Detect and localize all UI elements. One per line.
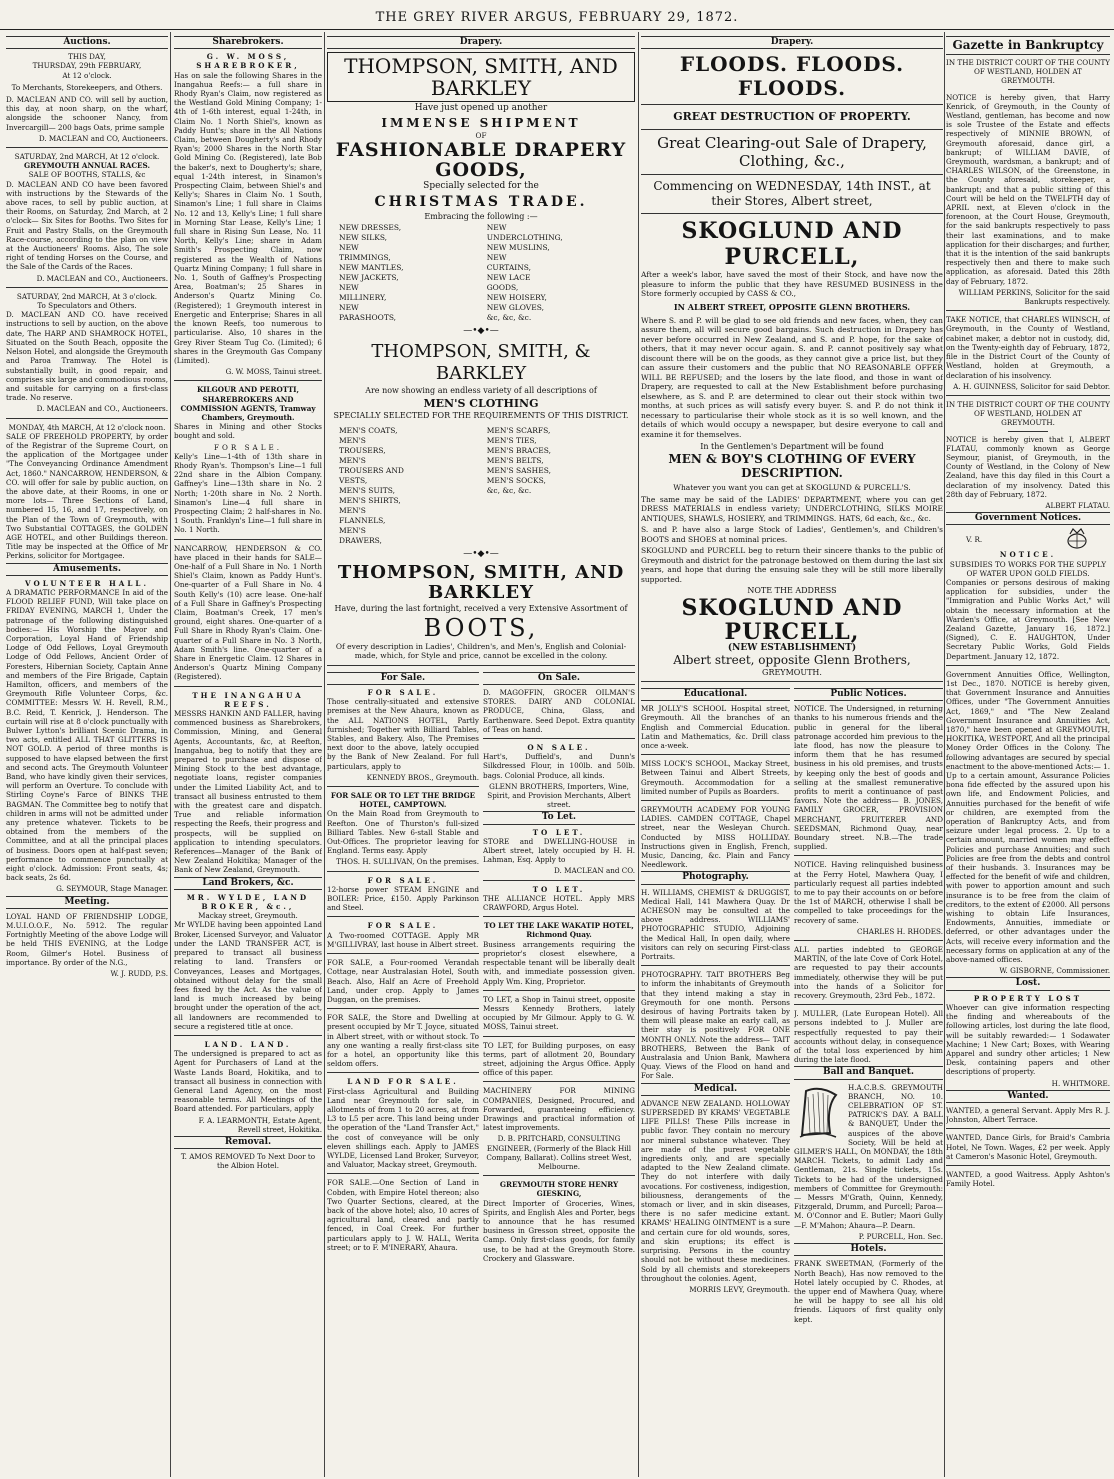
ad-body: The undersigned is prepared to act as Agent for Purchasers of Land at the Waste Lands Board, Hokitika, and to transact all business in connection with General Land Agency, on the most reasonable terms. All Meetings of the Board attended. For particulars, apply xyxy=(174,1049,322,1114)
section-heading-lost: Lost. xyxy=(946,977,1110,990)
ad-body: FOR SALE, a Four-roomed Verandah Cottage, near Australasian Hotel, South Beach. Also, Half an Acre of Freehold Land, under crop. Apply to James Duggan, on the premises. xyxy=(327,958,479,1004)
court-heading: IN THE DISTRICT COURT OF THE COUNTY OF WESTLAND, HOLDEN AT GREYMOUTH. xyxy=(946,58,1110,86)
ad-headline: MEN'S CLOTHING xyxy=(423,396,539,410)
notice-body: TAKE NOTICE, that CHARLES WIINSCH, of Greymouth, in the County of Westland, cabinet maker, a debtor not in custody, did, on the Twenty-eighth day of February, 1872, file in the District Court of the County of Westland, holden at Greymouth, a declaration of his insolvency. xyxy=(946,315,1110,380)
list-item: MEN'S SCARFS, xyxy=(486,425,551,435)
column-rule xyxy=(170,32,171,1477)
ad-address: Albert street, opposite Glenn Brothers, xyxy=(673,652,911,667)
section-heading-ball-and-banquet: Ball and Banquet. xyxy=(794,1066,943,1079)
ad-subheading: (NEW ESTABLISHMENT) xyxy=(727,642,857,653)
divider xyxy=(327,1173,479,1174)
wanted-ad: WANTED, a good Waitress. Apply Ashton's Family Hotel. xyxy=(946,1169,1110,1189)
ad-body: H. WILLIAMS, CHEMIST & DRUGGIST, Medical Hall, 141 Mawhera Quay. Dr ACHESON may be consulted at the above address. WILLIAMS' PHOTOGRAPHIC STUDIO, Adjoining the Medical Hall, In open daily, where visitors can rely on securing First-class Portraits. xyxy=(641,887,790,961)
ad-body: FRANK SWEETMAN, (Formerly of the North Beach), Has now removed to the Hotel lately occupied by C. Rhodes, at the upper end of Mawhera Quay, where he will be happy to see all his old friends. Liquors of first quality only kept. xyxy=(794,1259,943,1324)
ad-title: FOR SALE OR TO LET THE BRIDGE HOTEL, CAMPTOWN. xyxy=(330,791,476,810)
notice-body: Companies or persons desirous of making application for subsidies, under the "Immigration and Public Works Act," will obtain the necessary information at the Warden's Office, at Greymouth. [See New Zealand Gazette, January 16, 1872.] (Signed), C. E. HAUGHTON, Under Secretary Public Works, Gold Fields Department. January 12, 1872. xyxy=(946,577,1110,661)
auction-body: SALE OF FREEHOLD PROPERTY, by order of the Registrar of the Supreme Court, on the application of the Mortgagee under "The Conveyancing Ordinance Amendment Act, 1860." NANCARROW, HENDERSON, & CO. will offer for sale by public auction, on the above date, at their Rooms, in one or more lots— Three Sections of Land, numbered 15, 16, and 17, respectively, on the Plan of the Town of Greymouth, with Two Substantial COTTAGES, the GOLDEN AGE HOTEL, and other Buildings thereon. Title may be inspected at the Office of Mr Perkins, solicitor for Mortgagee. xyxy=(6,431,168,561)
ad-body: Has on sale the following Shares in the Inangahua Reefs:— a full share in Rhody Ryan's Claim, now registered as the Westland Gold Mining Company; 1-4th of 1-6th interest, equal 1-24th, in Claim No. 1 North Shiel's, known as Paddy Hunt's; share in the All Nations Claim, between Dougherty's and Rhody Ryan's; 2000 Shares in the North Star Gold Mining Co. (Registered), late Bob the baker's, next to Dougherty's; share, equal 1-24th interest, in Sinamon's Prospecting Claim, between Shiel's and Kelly's; Shares in Claim No. 1 South, Sinamon's Line; 1 full share in Claims No. 12 and 13, Kelly's Line; 1 full share in Morning Star Lease, Kelly's Line; 1 full share in Rising Sun Lease, No. 11 North, Kelly's Line; share in Adam Smith's Prospecting Claim, now registered as the Wealth of Nations Quartz Mining Company; 1 full share in No. 1, South of Gaffney's Prospecting Area, Boatman's; 25 Shares in Anderson's Quartz Mining Co. (Registered); 1 Greymouth interest in Energetic and Enterprise; Shares in all the known Reefs, too numerous to particularise. Also, 10 shares in the Grey River Steam Tug Co. (Limited); 6 shares in the Greymouth Gas Company (Limited). xyxy=(174,70,322,365)
auction-title: GREYMOUTH ANNUAL RACES. xyxy=(24,161,150,171)
section-heading-sharebrokers: Sharebrokers. xyxy=(174,36,322,49)
ad-headline: FASHIONABLE DRAPERY GOODS, xyxy=(335,139,627,182)
royal-crest-icon xyxy=(1064,528,1090,550)
auction-day: THURSDAY, 29th FEBRUARY, xyxy=(32,61,142,71)
ad-body: Business arrangements requiring the proprietor's closest elsewhere, a respectable tenant will be liberally dealt with, and immediate possession given. Apply Wm. King, Proprietor. xyxy=(483,939,635,986)
ad-body: FOR SALE, the Store and Dwelling at present occupied by Mr T. Joyce, situated in Albert street, with or without stock. To any one wanting a really first-class site for a hotel, an opportunity like this seldom offers. xyxy=(327,1013,479,1069)
section-heading-drapery: Drapery. xyxy=(327,36,635,49)
list-item: MEN'S DRAWERS, xyxy=(339,525,382,545)
divider xyxy=(483,916,635,917)
divider xyxy=(483,1081,635,1082)
wanted-ad: WANTED, a general Servant. Apply Mrs R. J. Johnston, Albert Terrace. xyxy=(946,1105,1110,1125)
list-item: NEW HOISERY, xyxy=(486,293,547,303)
ad-title: TO LET THE LAKE WAKATIP HOTEL, Richmond Quay. xyxy=(484,921,634,940)
ad-signature: KENNEDY BROS., Greymouth. xyxy=(366,772,479,782)
ad-title: G. W. MOSS, SHAREBROKER, xyxy=(196,52,300,71)
ad-body: T. AMOS REMOVED To Next Door to the Albion Hotel. xyxy=(180,1152,316,1171)
ornament-divider-icon: —•◆•— xyxy=(463,326,499,337)
ad-body: MACHINERY FOR MINING COMPANIES, Designed, Procured, and Forwarded, guaranteeing efficiency. Drawings and practical information of latest improvements. xyxy=(483,1086,635,1133)
divider xyxy=(327,665,635,666)
ad-body: Hart's, Duffield's, and Dunn's Silkdressed Flour, in 100lb. and 50lb. bags. Colonial Produce, all kinds. xyxy=(483,752,635,780)
list-item: NEW JACKETS, xyxy=(339,273,399,283)
ad-text: Whatever you want you can get at SKOGLUND & PURCELL'S. xyxy=(673,482,911,492)
divider xyxy=(946,395,1110,396)
meeting-body: LOYAL HAND OF FRIENDSHIP LODGE, M.U.I.O.O.F., No. 5912. The regular Fortnightly Meeting of the above Lodge will be held THIS EVENING, at the Lodge Room, Gilmer's Hotel. Business of importance. By order of the N.G., xyxy=(6,911,168,967)
auction-subtitle: SALE OF BOOTHS, STALLS, &c xyxy=(28,170,146,180)
list-item: NEW DRESSES, xyxy=(339,223,402,233)
section-heading-for-sale: For Sale. xyxy=(327,672,479,685)
ad-body: Kelly's Line—1-4th of 13th share in Rhody Ryan's. Thompson's Line—1 full 22nd share in the Albion Company. Gaffney's Line—13th share in No. 2 North; 1-20th share in No. 2 North. Sinamon's Line—4 full share in Prospecting Claim; 2 half-shares in No. 1 South. Franklyn's Line—1 full share in No. 1 North. xyxy=(174,451,322,535)
item-list-left xyxy=(339,223,475,323)
ad-headline: Commencing on WEDNESDAY, 14th INST., at their Stores, Albert street, xyxy=(653,179,931,209)
divider xyxy=(6,287,168,288)
column-auctions xyxy=(6,34,168,1474)
meeting-signature: W. J. RUDD, P.S. xyxy=(110,969,168,979)
ad-body: First-class Agricultural and Building Land near Greymouth for sale, in allotments of from 1 to 20 acres, at from L3 to L5 per acre. This land being under the operation of the "Land Transfer Act," the cost of conveyance will be only eleven shillings each. Apply to JAMES WYLDE, Licensed Land Broker, Surveyor, and Valuator, Mackay street, Greymouth. xyxy=(327,1086,479,1170)
list-item: MEN'S SHIRTS, xyxy=(339,495,401,505)
item-list xyxy=(327,426,635,546)
ad-text: In the Gentlemen's Department will be found xyxy=(700,442,884,452)
list-item: MEN'S FLANNELS, xyxy=(339,505,386,525)
divider xyxy=(641,965,790,966)
ad-signature: CHARLES H. RHODES. xyxy=(857,926,943,936)
list-item: &c, &c, &c. xyxy=(486,485,532,495)
divider xyxy=(641,104,943,105)
divider xyxy=(641,754,790,755)
ad-text: SPECIALLY SELECTED FOR THE REQUIREMENTS OF THIS DISTRICT. xyxy=(333,410,629,420)
harp-icon xyxy=(796,1085,842,1139)
list-item: NEW MUSLINS, xyxy=(486,243,550,253)
list-item: NEW GLOVES, xyxy=(486,303,544,313)
divider xyxy=(327,1072,479,1073)
ad-body: Direct Importer of Groceries, Wines, Spirits, and English Ales and Porter, begs to announce that he has resumed business in Gresson street, opposite the Camp. Only first-class goods, for family use, to be had at the Greymouth Store. Crockery and Glassware. xyxy=(483,1198,635,1263)
ad-headline: THOMPSON, SMITH, & BARKLEY xyxy=(371,340,591,384)
divider xyxy=(174,1035,322,1036)
auction-date: SATURDAY, 2nd MARCH, At 12 o'clock. xyxy=(14,152,160,162)
ad-body: A Two-roomed COTTAGE. Apply MR M'GILLIVRAY, last house in Albert street. xyxy=(327,930,479,949)
auction-signature: D. MACLEAN and CO., Auctioneers. xyxy=(36,273,168,283)
list-item: MEN'S TROUSERS AND VESTS, xyxy=(339,455,404,485)
column-drapery-thompson xyxy=(327,34,635,1474)
divider xyxy=(641,681,943,682)
court-heading: IN THE DISTRICT COURT OF THE COUNTY OF WESTLAND, HOLDEN AT GREYMOUTH. xyxy=(946,399,1110,428)
classified-left xyxy=(641,686,790,1326)
ad-signature: THOS. H. SULLIVAN, On the premises. xyxy=(336,857,479,867)
item-list-right xyxy=(487,426,623,546)
ad-title: LAND FOR SALE. xyxy=(347,1077,459,1087)
notice-body: NOTICE is hereby given, that Harry Kenrick, of Greymouth, in the County of Westland, gentleman, has become and now is sole Trustee of the Estate and effects respectively of MINNIE BROWN, of Greymouth aforesaid, dance girl, a bankrupt; of WILLIAM DAVIE, of Greymouth, wardsman, a bankrupt; and of CHARLES WILSON, of the Greenstone, in the County aforesaid, storekeeper, a bankrupt; and that a public sitting of this Court will be held on the TWELFTH day of APRIL next, at Eleven o'clock in the forenoon, at the Court House, Greymouth, for the said bankrupts respectively to pass their last examinations, and to make application for their discharges; and further, that it is the intention of the said bankrupts respectively then and there to make such application, as aforesaid. Dated this 28th day of February, 1872. xyxy=(946,92,1110,286)
ad-body: THE ALLIANCE HOTEL. Apply MRS CRAWFORD, Argus Hotel. xyxy=(483,893,635,913)
divider xyxy=(794,855,943,856)
ad-signature: P. PURCELL, Hon. Sec. xyxy=(858,1231,943,1241)
auction-body: D. MACLEAN AND CO. have received instructions to sell by auction, on the above date, The HARP AND SHAMROCK HOTEL, Situated on the South Beach, opposite the Nelson Hotel, and alongside the Greymouth and Paroa Tramway. The Hotel is substantially built, in good repair, and comprises six large and commodious rooms, and suitable for carrying on a first-class trade. No reserve. xyxy=(6,310,168,403)
ad-text: Embracing the following :— xyxy=(424,212,538,222)
ad-body: NANCARROW, HENDERSON & CO. have placed in their hands for SALE— One-half of a Full Share in No. 1 North Shiel's Claim, known as Paddy Hunt's. One-quarter of a Full Share in No. 4 South Kelly's (10) acre lease. One-half of a Full Share in Gaffney's Prospecting Claim, Boatman's Creek, 17 men's ground, eight shares. One-quarter of a Full Share in Rhody Ryan's Claim. One-quarter of a Full Share in No. 3 North, Adam Smith's line. One-quarter of a Share in Energetic Claim. 12 Shares in Anderson's Quartz Mining Company (Registered). xyxy=(174,543,322,682)
notice-signature: A. H. GUINNESS, Solicitor for said Debtor. xyxy=(953,381,1110,391)
column-gazette xyxy=(946,34,1110,1474)
ad-title: THE INANGAHUA REEFS. xyxy=(192,690,304,709)
section-heading-photography: Photography. xyxy=(641,871,790,884)
ad-body: MISS LOCK'S SCHOOL, Mackay Street, Between Tainui and Albert Streets, Greymouth. Accommodation for a limited number of Pupils as Boarders. xyxy=(641,759,790,796)
divider xyxy=(174,539,322,540)
divider xyxy=(483,880,635,881)
ad-text: OF xyxy=(475,131,487,141)
divider xyxy=(1008,89,1048,90)
ad-headline: SKOGLUND AND PURCELL, xyxy=(681,594,903,645)
list-item: NEW LACE GOODS, xyxy=(486,273,531,293)
ad-body: NOTICE. Having relinquished business at the Ferry Hotel, Mawhera Quay, I particularly request all parties indebted to me to pay their accounts on or before the 1st of MARCH, otherwise I shall be compelled to take proceedings for the recovery of same. xyxy=(794,860,943,925)
divider xyxy=(483,1036,635,1037)
ad-title: FOR SALE. xyxy=(367,875,439,885)
ad-body: FOR SALE.—One Section of Land in Cobden, with Empire Hotel thereon; also Two Quarter Sections, cleared, at the back of the above hotel; also, 10 acres of agricultural land, cleared and partly fenced, in Coal Creek. For further particulars apply to J. W. HALL, Werita street; or to F. M'INERARY, Ahaura. xyxy=(327,1178,479,1252)
ad-signature: MORRIS LEVY, Greymouth. xyxy=(689,1284,790,1294)
ornament-divider-icon: —•◆•— xyxy=(463,548,499,559)
section-heading-meeting: Meeting. xyxy=(6,896,168,909)
ad-title: LAND. LAND. xyxy=(204,1039,292,1049)
list-item: MEN'S TROUSERS, xyxy=(339,435,386,455)
section-heading-hotels: Hotels. xyxy=(794,1243,943,1256)
ad-text: Of every description in Ladies', Children's, and Men's, English and Colonial-made, which, for Style and price, cannot be excelled in the colony. xyxy=(335,641,627,661)
divider xyxy=(641,129,943,130)
ad-text: Have, during the last fortnight, received a very Extensive Assortment of xyxy=(334,603,628,613)
section-heading-land-brokers: Land Brokers, &c. xyxy=(174,877,322,890)
section-heading-auctions: Auctions. xyxy=(6,36,168,49)
section-heading-gazette: Gazette in Bankruptcy xyxy=(946,36,1110,55)
notice-body: Government Annuities Office, Wellington, 1st Dec., 1870. NOTICE is hereby given, that Government Insurance and Annuities Offices, under "The Government Annuities Act, 1869," and "The New Zealand Government Insurance and Annuities Act, 1870," have been opened at GREYMOUTH, HOKITIKA, WESTPORT, And all the principal Money Order Offices in the Colony. The following advantages are secured by special enactment to the above-mentioned Acts:— 1. Up to a certain amount, Assurance Policies bona fide effected by the assured upon his own life, and Endowment Policies, and Annuities purchased for the benefit of wife or children, are exempted from the operation of Bankruptcy Acts, and from seizure under legal process. 2. Up to a certain amount, married women may effect Policies and purchase Annuities; and such Policies are free from the debts and control of their husbands. 3. Insurances may be effected for the benefit of wife and children, with power to apportion amount and such insurance is to be free from the claim of creditors, to the extent of £2000. All persons wishing to obtain Life Insurances, Endowments, Annuities, immediate or deferred, or other advantages under the Acts, will receive every information and the necessary forms on application at any of the above-named offices. xyxy=(946,669,1110,965)
auction-body: D. MACLEAN AND CO have been favored with instructions by the Stewards of the above races, to sell by public auction, at their Rooms, on Saturday, 2nd March, at 2 o'clock— Six Sites for Booths. Two Sites for Fruit and Pastry Stalls, on the Greymouth Race-course, according to the plan on view at the Auctioneers' Rooms. Also, The sole right of tending Horses on the Course, and the Sale of the Cards of the Races. xyxy=(6,179,168,272)
item-list-right xyxy=(487,223,623,323)
divider xyxy=(327,1008,479,1009)
notice-body: NOTICE is hereby given that I, ALBERT FLATAU, commonly known as George Seymour, pianist, of Greymouth, in the County of Westland, in the Colony of New Zealand, have this day filed in this Court a declaration of my insolvency. Dated this 28th day of February, 1872. xyxy=(946,434,1110,499)
classified-right xyxy=(794,686,943,1326)
ad-body: Shares in Mining and other Stocks bought and sold. xyxy=(174,422,322,441)
divider xyxy=(174,686,322,687)
section-heading-drapery: Drapery. xyxy=(641,36,943,49)
amusement-body: A DRAMATIC PERFORMANCE In aid of the FLOOD RELIEF FUND, Will take place on FRIDAY EVENING, MARCH 1, Under the patronage of the following distinguished bodies:— His Worship the Mayor and Corporation, Loyal Hand of Friendship Lodge of Odd Fellows, Loyal Greymouth Lodge of Odd Fellows, Ancient Order of Foresters, Hibernian Society, Captain Anne and members of the Fire Brigade, Captain Hamilton, officers, and members of the Greymouth Rifle Volunteer Corps, &c. COMMITTEE: Messrs W. H. Revell, R.M., B.C. Reid, T. Kenrick, J. Henderson. The curtain will rise at 8 o'clock punctually with Bulwer Lytton's brilliant Scenic Drama, in two acts, entitled ALL THAT GLITTERS IS NOT GOLD. A period of three months is supposed to have elapsed between the first and second acts. The Greymouth Volunteer Band, who have kindly given their services, will perform an Overture. To conclude with Stirling Coyne's Farce of BINKS THE BAGMAN. The Committee beg to notify that children in arms will not be admitted under any pretence whatever. Tickets to be obtained from the members of the Committee, and at all the principal places of business. Doors open at half-past seven; performance to commence punctually at eight o'clock. Admission: Front seats, 4s; back seats, 2s 6d. xyxy=(6,587,168,883)
masthead: THE GREY RIVER ARGUS, FEBRUARY 29, 1872. xyxy=(0,0,1114,30)
ad-subtitle: FOR SALE. xyxy=(214,442,282,452)
ad-headline: CHRISTMAS TRADE. xyxy=(374,194,588,211)
ad-title: ON SALE. xyxy=(527,743,591,753)
column-rule xyxy=(638,32,639,1477)
ad-body: MESSRS HANKIN AND FALLER, having commenced business as Sharebrokers, Commission, Mining, and General Agents, Accountants, &c, at Reefton, Inangahua, beg to notify that they are prepared to purchase and dispose of Mining Stock to the best advantage, negotiate loans, register companies under the Limited Liability Act, and to transact all business entrusted to them with the greatest care and dispatch. True and reliable information respecting the Reefs, their progress and prospects, will be supplied on application to intending speculators. References—Manager of the Bank of New Zealand Hokitika; Manager of the Bank of New Zealand, Greymouth. xyxy=(174,709,322,875)
auction-signature: D. MACLEAN and CO., Auctioneers. xyxy=(36,404,168,414)
auction-signature: D. MACLEAN and CO, Auctioneers. xyxy=(38,133,168,143)
ad-headline: BOOTS, xyxy=(423,613,539,642)
ad-text: Have just opened up another xyxy=(414,103,548,114)
ad-body: The same may be said of the LADIES' DEPARTMENT, where you can get DRESS MATERIALS in endless variety; UNDERCLOTHING, SILKS MOIRE ANTIQUES, SHAWLS, HOSIERY, and TRIMMINGS. HATS, 6d each, &c., &c. xyxy=(641,494,943,523)
ad-signature: GLENN BROTHERS, Importers, Wine, Spirit, and Provision Merchants, Albert street. xyxy=(487,781,631,810)
notice-title: NOTICE. xyxy=(999,550,1057,560)
divider xyxy=(327,786,479,787)
divider xyxy=(641,213,943,214)
ad-headline: Great Clearing-out Sale of Drapery, Clothing, &c., xyxy=(657,134,927,171)
divider xyxy=(327,953,479,954)
ad-body: S. and P. have also a large Stock of Ladies', Gentlemen's, and Children's BOOTS and SHOES at nominal prices. xyxy=(641,525,943,544)
divider xyxy=(174,380,322,381)
list-item: MEN'S SUITS, xyxy=(339,485,395,495)
list-item: MEN'S SOCKS, xyxy=(486,475,546,485)
section-heading-public-notices: Public Notices. xyxy=(794,688,943,701)
ad-title: TO LET. xyxy=(532,827,586,837)
ad-title: KILGOUR AND PEROTTI, SHAREBROKERS AND COMMISSION AGENTS, Tramway Chambers, Greymouth. xyxy=(180,385,316,422)
list-item: NEW UNDERCLOTHING, xyxy=(486,223,563,243)
ad-body: Where S. and P. will be glad to see old friends and new faces, when, they can assure them, all will secure good bargains. Such destruction in Drapery has never before occurred in New Zealand, and S. and P. hope, for the sake of others, that it may never occur again. S. and P. cannot positively say what discount there will be on the goods, as they cannot give a price list, but they can assure their customers and the public that NO REASONABLE OFFER WILL BE REFUSED; and the losers by the late flood, and those in want of Drapery, are requested to call at the New Establishment before purchasing elsewhere, as S. and P. are determined to clear out their stock within two months, at such prices as will satisfy every buyer. S. and P. do not think it necessary to particularise their whole stock as it is so well known, and the details of which would occupy a newspaper, but desire everyone to call and examine it for themselves. xyxy=(641,315,943,439)
ad-body: After a week's labor, have saved the most of their Stock, and have now the pleasure to inform the public that they have RESUMED BUSINESS in the Store formerly occupied by CASS & CO., xyxy=(641,270,943,299)
ad-text: GREYMOUTH. xyxy=(762,667,822,677)
ad-headline: FLOODS. FLOODS. FLOODS. xyxy=(679,52,905,101)
notice-subtitle: SUBSIDIES TO WORKS FOR THE SUPPLY OF WATER UPON GOLD FIELDS. xyxy=(949,559,1107,578)
list-item: MEN'S BELTS, xyxy=(486,455,544,465)
ad-body: TO LET, a Shop in Tainui street, opposite Messrs Kennedy Brothers, lately occupied by Mr Gilmour. Apply to G. W. MOSS, Tainui street. xyxy=(483,994,635,1032)
list-item: NEW TRIMMINGS, xyxy=(339,243,391,263)
ad-signature: D. MACLEAN and CO. xyxy=(554,866,635,876)
ad-body: STORE and DWELLING-HOUSE in Albert street, lately occupied by H. H. Lahman, Esq. Apply to xyxy=(483,836,635,865)
section-heading-amusements: Amusements. xyxy=(6,563,168,576)
ad-headline: IMMENSE SHIPMENT xyxy=(381,116,581,131)
ad-headline: THOMPSON, SMITH, AND BARKLEY xyxy=(337,561,625,603)
notice-signature: ALBERT FLATAU. xyxy=(1045,500,1110,510)
divider xyxy=(6,147,168,148)
ad-address: Mackay street, Greymouth. xyxy=(198,911,298,921)
ad-body: Mr WYLDE having been appointed Land Broker, Licensed Surveyor, and Valuator under the LAND TRANSFER ACT, is prepared to transact all business relating to land. Transfers or Conveyances, Leases and Mortgages, obtained without delay for the small fees fixed by the Act. As the value of land is much increased by being brought under the operation of the act, all landowners are recommended to secure a registered title at once. xyxy=(174,920,322,1031)
ad-headline: GREAT DESTRUCTION OF PROPERTY. xyxy=(673,110,911,124)
divider xyxy=(946,665,1110,666)
ad-text: NOTE THE ADDRESS xyxy=(747,586,837,596)
ad-body: Those centrally-situated and extensive premises at the New Ahaura, known as the ALL NATIONS HOTEL, Partly furnished; Together with Billiard Tables, Stables, and Bakery. Also, The Premises next door to the above, lately occupied by the Bank of New Zealand. For full particulars, apply to xyxy=(327,697,479,771)
ad-body: J. MULLER, (Late European Hotel). All persons indebted to J. Muller are respectfully requested to pay their accounts without delay, in consequence of the total loss experienced by him during the late flood. xyxy=(794,1009,943,1065)
divider xyxy=(327,871,479,872)
ad-headline: MEN & BOY'S CLOTHING OF EVERY DESCRIPTION. xyxy=(668,451,916,480)
section-heading-medical: Medical. xyxy=(641,1083,790,1096)
divider xyxy=(483,990,635,991)
notice-title: PROPERTY LOST xyxy=(973,993,1083,1003)
ad-text: Are now showing an endless variety of all descriptions of xyxy=(365,385,597,395)
ad-body: D. MAGOFFIN, GROCER OILMAN'S STORES. DAIRY AND COLONIAL PRODUCE, China, Glass, and Earthenware. Seed Depot. Extra quantity of Teas on hand. xyxy=(483,688,635,734)
ad-signature: F. A. LEARMONTH, Estate Agent, Revell street, Hokitika. xyxy=(198,1115,322,1134)
ad-headline: SKOGLUND AND PURCELL, xyxy=(681,218,903,271)
ad-body: MR JOLLY'S SCHOOL Hospital street, Greymouth. All the branches of an English and Commercial Education. Latin and Mathematics, &c. Drill class once a-week. xyxy=(641,704,790,750)
ad-body: H.A.C.B.S. GREYMOUTH BRANCH, NO. 10. CELEBRATION OF ST. PATRICK'S DAY. A BALL & BANQUET, Under the auspices of the above Society, Will be held at GILMER'S HALL, On MONDAY, the 18th MARCH. Tickets, to admit Lady and Gentleman, 21s. Single tickets, 15s. Tickets to be had of the undersigned members of Committee for Greymouth:— Messrs M'Grath, Quinn, Kennedy, Fitzgerald, Drumm, and Purcell; Paroa—M. O'Connor and E. Butler; Maori Gully—F. M'Mahon; Ahaura—P. Dearn. xyxy=(794,1082,943,1230)
item-list xyxy=(327,223,635,323)
auction-date: THIS DAY, xyxy=(68,52,106,62)
column-rule xyxy=(944,32,945,1477)
amusement-title: VOLUNTEER HALL. xyxy=(25,578,149,588)
list-item: NEW MANTLES, xyxy=(339,263,404,273)
list-item: NEW MILLINERY, xyxy=(339,283,387,303)
ad-signature: G. W. MOSS, Tainui street. xyxy=(225,367,322,377)
column-rule xyxy=(324,32,325,1477)
divider xyxy=(1008,431,1048,432)
ad-title: MR. WYLDE, LAND BROKER, &c., xyxy=(186,892,310,912)
ad-title: FOR SALE. xyxy=(367,688,439,698)
list-item: MEN'S BRACES, xyxy=(486,445,552,455)
divider xyxy=(794,940,943,941)
ad-subheading: IN ALBERT STREET, OPPOSITE GLENN BROTHERS. xyxy=(673,301,911,312)
ad-text: Specially selected for the xyxy=(423,181,539,192)
auction-audience: To Speculators and Others. xyxy=(37,301,137,311)
ad-body: TO LET, for Building purposes, on easy terms, part of allotment 20, Boundary street, adjoining the Argus Office. Apply office of this paper. xyxy=(483,1040,635,1078)
list-item: MEN'S COATS, xyxy=(339,425,398,435)
ad-body: On the Main Road from Greymouth to Reefton. One of Thurston's full-sized Billiard Tables. New 6-stall Stable and Out-Offices. The proprietor leaving for England. Terms easy. Apply xyxy=(327,809,479,856)
section-heading-to-let: To Let. xyxy=(483,811,635,824)
auction-body: D. MACLEAN AND CO. will sell by auction, this day, at noon sharp, on the wharf, alongside the schooner Nancy, from Invercargill— 200 bags Oats, prime sample xyxy=(6,95,168,132)
amusement-signature: G. SEYMOUR, Stage Manager. xyxy=(56,884,168,894)
list-item: MEN'S SASHES, xyxy=(486,465,551,475)
notice-body: Whoever can give information respecting the finding and whereabouts of the following articles, lost during the late flood, will be suitably rewarded:— 1 Sodawater Machine; 1 New Cart; Boxes, with Wearing Apparel and sundry other articles; 1 New Desk, containing papers and other descriptions of property. xyxy=(946,1002,1110,1077)
ad-body: GREYMOUTH ACADEMY FOR YOUNG LADIES. CAMDEN COTTAGE, Chapel street, near the Wesleyan Church. Conducted by MISS HOLLIDAY. Instructions given in English, French, Music, Dancing, &c. Plain and Fancy Needlework. xyxy=(641,804,790,870)
section-heading-government-notices: Government Notices. xyxy=(946,512,1110,525)
ad-body: NOTICE. The Undersigned, in returning thanks to his numerous friends and the public in general for the liberal patronage accorded him previous to the late flood, has now the pleasure to inform them that he has resumed business in his old premises, and trusts by keeping only the best of goods and selling at the smallest remunerative profits to merit a continuance of past favors. Note the address— B. JONES, FAMILY GROCER, PROVISION MERCHANT, FRUITERER AND SEEDSMAN, Richmond Quay, near Boundary street. N.B.—The trade supplied. xyxy=(794,704,943,852)
ad-body: PHOTOGRAPHY. TAIT BROTHERS Beg to inform the inhabitants of Greymouth that they intend making a stay in Greymouth for one month. Persons desirous of having Portraits taken by them will please make an early call, as their stay is positively FOR ONE MONTH ONLY. Note the address— TAIT BROTHERS, Between the Bank of Australasia and Union Bank, Mawhera Quay. Views of the Flood on hand and For Sale. xyxy=(641,970,790,1081)
divider xyxy=(946,1165,1110,1166)
divider xyxy=(946,1128,1110,1129)
classified-left xyxy=(327,670,479,1265)
divider xyxy=(641,800,790,801)
list-item: NEW SILKS, xyxy=(339,233,388,243)
vr-monogram: V. R. xyxy=(966,534,983,544)
divider xyxy=(946,310,1110,311)
divider xyxy=(483,738,635,739)
ad-body: ALL parties indebted to GEORGE MARTIN, of the late Cove of Cork Hotel, are requested to pay their accounts immediately, otherwise they will be put into the hands of a Solicitor for recovery. Greymouth, 23rd Feb., 1872. xyxy=(794,945,943,1001)
auction-date: SATURDAY, 2nd MARCH, At 3 o'clock. xyxy=(16,291,158,301)
ad-body: SKOGLUND and PURCELL beg to return their sincere thanks to the public of Greymouth and district for the patronage bestowed on them during the last six years, and hope that during the ensuing sale they will be still more liberally supported. xyxy=(641,546,943,584)
section-heading-removal: Removal. xyxy=(174,1136,322,1149)
ad-signature: D. B. PRITCHARD, CONSULTING ENGINEER, (Formerly of the Black Hill Company, Ballarat). Collins street West, Melbourne. xyxy=(486,1134,632,1171)
list-item: NEW CURTAINS, xyxy=(486,253,532,273)
notice-signature: H. WHITMORE. xyxy=(1051,1078,1110,1088)
ad-body: ADVANCE NEW ZEALAND. HOLLOWAY SUPERSEDED BY KRAMS' VEGETABLE LIFE PILLS! These Pills increase in public favor. They contain no mercury nor mineral substance whatever. They are made of the purest vegetable ingredients only, and are specially adapted to the New Zealand climate. They do not interfere with daily avocations. For costiveness, indigestion, biliousness, derangements of the stomach or liver, and in skin diseases, there is no safer medicine extant. KRAMS' HEALING OINTMENT is a sure and certain cure for old wounds, sores, and skin eruptions; its effect is surprising. Persons in the country should not be without these medicines. Sold by all chemists and storekeepers throughout the colonies. Agent, xyxy=(641,1098,790,1283)
list-item: MEN'S TIES, xyxy=(486,435,537,445)
divider xyxy=(483,1175,635,1176)
ad-title: GREYMOUTH STORE HENRY GIESKING, xyxy=(499,1180,619,1199)
classified-right xyxy=(483,670,635,1265)
notice-signature: WILLIAM PERKINS, Solicitor for the said Bankrupts respectively. xyxy=(958,287,1110,307)
ad-title: TO LET. xyxy=(532,884,586,894)
classified-columns xyxy=(641,686,943,1326)
section-heading-educational: Educational. xyxy=(641,688,790,701)
notice-signature: W. GISBORNE, Commissioner. xyxy=(999,966,1110,976)
divider xyxy=(641,174,943,175)
column-sharebrokers xyxy=(174,34,322,1474)
item-list-left xyxy=(339,426,475,546)
divider xyxy=(6,418,168,419)
auction-date: MONDAY, 4th MARCH, At 12 o'clock noon. xyxy=(8,422,166,432)
ad-headline: THOMPSON, SMITH, AND BARKLEY xyxy=(327,52,635,102)
wanted-ad: WANTED, Dance Girls, for Braid's Cambria Hotel, Ne Town. Wages, £2 per week. Apply at Cameron's Masonic Hotel, Greymouth. xyxy=(946,1133,1110,1161)
ad-body: 12-horse power STEAM ENGINE and BOILER: Price, £150. Apply Parkinson and Steel. xyxy=(327,884,479,913)
column-drapery-skoglund xyxy=(641,34,943,1474)
list-item: NEW PARASHOOTS, xyxy=(339,303,397,323)
divider xyxy=(794,1004,943,1005)
auction-audience: To Merchants, Storekeepers, and Others. xyxy=(11,82,163,92)
section-heading-on-sale: On Sale. xyxy=(483,672,635,685)
section-heading-wanted: Wanted. xyxy=(946,1090,1110,1103)
classified-columns xyxy=(327,670,635,1265)
list-item: &c, &c, &c. xyxy=(486,313,532,323)
auction-time: At 12 o'clock. xyxy=(62,70,112,80)
divider xyxy=(327,916,479,917)
ad-title: FOR SALE. xyxy=(367,921,439,931)
